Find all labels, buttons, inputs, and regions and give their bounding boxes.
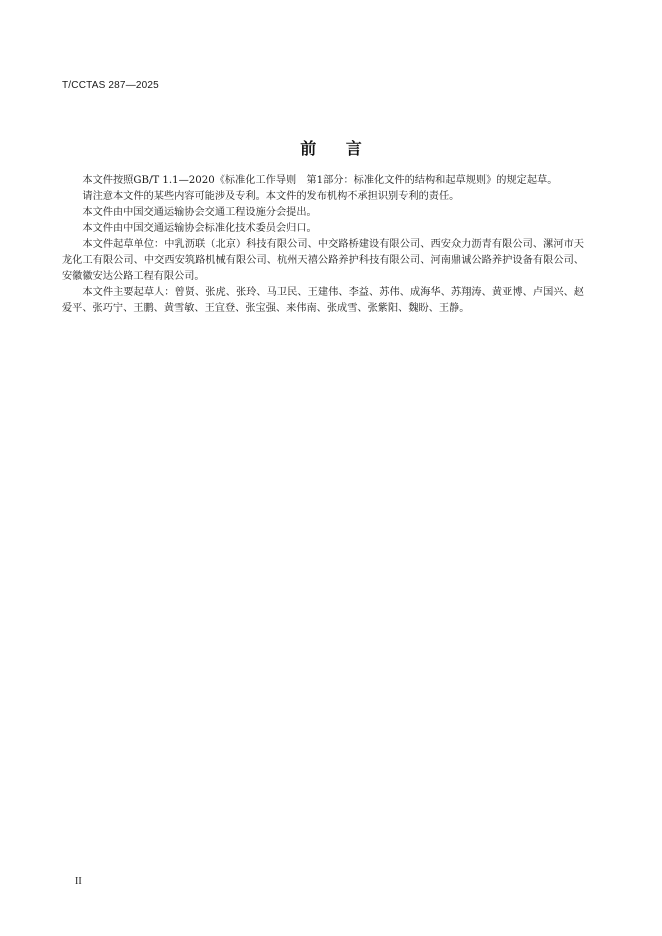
body-text	[62, 173, 584, 317]
page-title: 前 言	[300, 139, 374, 158]
paragraph-drafting-units: 本文件起草单位：中乳沥联（北京）科技有限公司、中交路桥建设有限公司、西安众力沥青有限公司、漯河市天龙化工有限公司、中交西安筑路机械有限公司、杭州天禧公路养护科技有限公司、河南鼎诚公路养护设备有限公司、安徽徽安达公路工程有限公司。	[62, 239, 584, 282]
paragraph-drafting-rules: 本文件按照GB/T 1.1—2020《标准化工作导则 第1部分：标准化文件的结构和起草规则》的规定起草。	[82, 175, 558, 186]
paragraph-patent-notice: 请注意本文件的某些内容可能涉及专利。本文件的发布机构不承担识别专利的责任。	[82, 191, 460, 202]
paragraph-proposer: 本文件由中国交通运输协会交通工程设施分会提出。	[82, 207, 317, 218]
page-number: II	[75, 876, 82, 887]
paragraph-main-drafters: 本文件主要起草人：曾贤、张虎、张玲、马卫民、王建伟、李益、苏伟、成海华、苏翔涛、黄亚博、卢国兴、赵爱平、张巧宁、王鹏、黄雪敏、王宜登、张宝强、来伟南、张成雪、张紫阳、魏盼、王静。	[62, 287, 584, 314]
paragraph-responsible-committee: 本文件由中国交通运输协会标准化技术委员会归口。	[82, 223, 317, 234]
document-code: T/CCTAS 287—2025	[62, 80, 159, 91]
